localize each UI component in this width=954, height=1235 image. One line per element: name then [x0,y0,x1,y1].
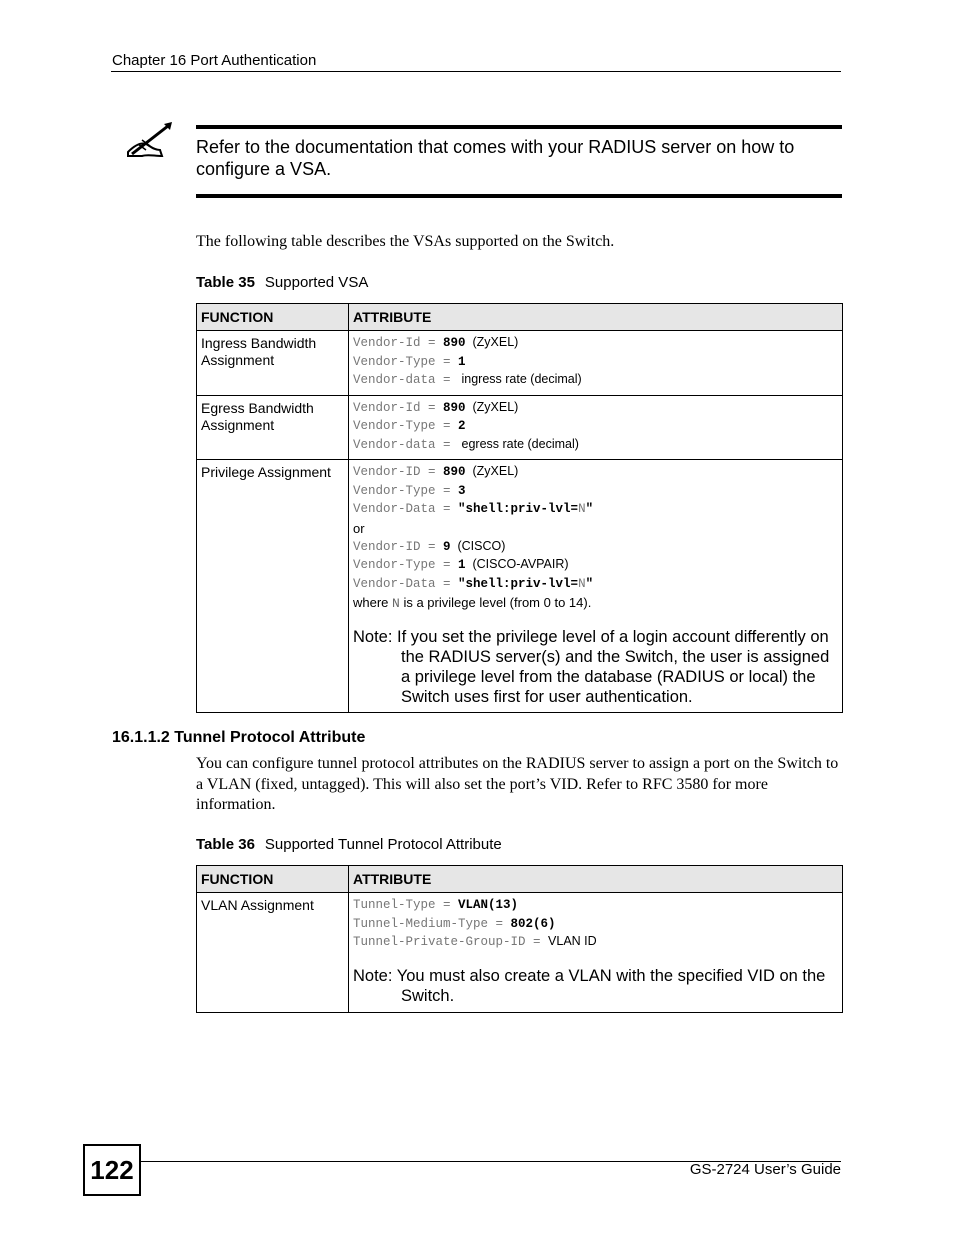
attribute-key: Tunnel-Medium-Type = [353,916,511,931]
header-row [197,304,843,331]
attribute-value: "shell:priv-lvl= [458,576,579,591]
section-paragraph: You can configure tunnel protocol attributes on the RADIUS server to assign a port on the Switch to a VLAN (fixed, untagged). This will also set the port’s VID. Refer to RFC 3580 for more information. [196,755,839,813]
attribute-key: Vendor-Type = [353,483,459,498]
attribute-key: Tunnel-Private-Group-ID = [353,935,549,949]
attribute-value-end: " [585,576,594,591]
attribute-value-end: " [585,502,594,516]
attribute-line [353,500,838,519]
attribute-value: 890 [443,465,466,479]
attribute-key: Vendor-Type = [353,354,459,369]
attribute-line [353,371,838,390]
attribute-comment: (ZyXEL) [465,335,519,349]
header-attribute: ATTRIBUTE [349,304,843,331]
attribute-value: 2 [458,419,466,433]
attribute-line [353,353,838,372]
table36-caption [196,836,502,853]
attribute-value: VLAN(13) [458,898,519,912]
function-cell: VLAN Assignment [197,893,349,1013]
attribute-line [353,915,838,934]
attribute-line [353,436,838,455]
attribute-key: Vendor-ID = [353,539,444,554]
attribute-value: 890 [443,400,466,415]
attribute-comment: (CISCO-AVPAIR) [465,557,569,571]
attribute-cell [349,893,843,1013]
note-text: Refer to the documentation that comes with your RADIUS server on how to configure a VSA. [196,137,795,179]
attribute-line [353,519,838,538]
table-row [197,395,843,460]
attribute-line [353,538,838,557]
chapter-header: Chapter 16 Port Authentication [112,52,317,69]
attribute-line [353,417,838,436]
attribute-line [353,896,838,915]
attribute-value: 802(6) [510,916,556,931]
placeholder-n: N [578,576,586,591]
table-row [197,331,843,396]
function-cell: Egress Bandwidth Assignment [197,395,349,460]
text: or [353,520,365,536]
attribute-value: 890 [443,336,466,350]
function-cell: Ingress Bandwidth Assignment [197,331,349,396]
attribute-key: Tunnel-Type = [353,898,459,912]
header-row [197,866,843,893]
table-row [197,460,843,713]
tunnel-attribute-table [196,865,843,1013]
attribute-value: 1 [458,558,466,572]
attribute-key: Vendor-Data = [353,502,459,516]
attribute-comment: VLAN ID [548,934,597,948]
attribute-key: Vendor-Id = [353,400,444,415]
pen-note-icon [124,120,176,160]
attribute-line [353,399,838,418]
attribute-comment: (ZyXEL) [465,399,519,414]
text: where [353,595,393,610]
table-row [197,893,843,1013]
attribute-comment: egress rate (decimal) [458,436,579,451]
attribute-comment: (CISCO) [450,538,506,553]
placeholder-n: N [578,502,586,516]
intro-paragraph: The following table describes the VSAs supported on the Switch. [196,233,615,250]
note-bottom-rule [196,194,842,198]
attribute-line [353,334,838,353]
header-attribute: ATTRIBUTE [349,866,843,893]
attribute-value: 3 [458,483,466,498]
page-number: 122 [83,1144,141,1196]
attribute-line [353,933,838,952]
header-function: FUNCTION [197,304,349,331]
table35-caption [196,274,368,291]
text: is a privilege level (from 0 to 14). [399,595,592,610]
attribute-line [353,482,838,501]
placeholder-n: N [392,596,400,611]
caption-number: Table 35 [196,274,255,291]
attribute-cell [349,331,843,396]
attribute-line [353,575,838,594]
table-note: Note: If you set the privilege level of a login account differently on the RADIUS server(s) and the Switch, the user is assigned a privilege level from the database (RADIUS or local) the Switch uses first for user authentication. [353,628,830,706]
attribute-cell [349,395,843,460]
attribute-line [353,593,838,613]
section-heading: 16.1.1.2 Tunnel Protocol Attribute [112,729,366,746]
attribute-comment: ingress rate (decimal) [458,372,582,386]
caption-number: Table 36 [196,836,255,853]
attribute-cell [349,460,843,713]
header-function: FUNCTION [197,866,349,893]
attribute-key: Vendor-data = [353,437,459,452]
caption-title: Supported VSA [264,274,369,291]
header-divider [111,71,841,72]
supported-vsa-table [196,303,843,713]
attribute-value: 9 [443,539,451,554]
attribute-key: Vendor-Id = [353,336,444,350]
guide-title: GS-2724 User’s Guide [689,1161,841,1178]
note-top-rule [196,125,842,129]
attribute-line [353,556,838,575]
attribute-key: Vendor-Type = [353,558,459,572]
attribute-key: Vendor-ID = [353,465,444,479]
attribute-value: "shell:priv-lvl= [458,502,579,516]
attribute-key: Vendor-Type = [353,419,459,433]
attribute-line [353,463,838,482]
attribute-value: 1 [458,354,466,369]
attribute-key: Vendor-Data = [353,576,459,591]
attribute-comment: (ZyXEL) [465,464,519,478]
caption-title: Supported Tunnel Protocol Attribute [264,836,502,853]
table-note: Note: You must also create a VLAN with the specified VID on the Switch. [353,966,826,1005]
attribute-key: Vendor-data = [353,373,459,387]
function-cell: Privilege Assignment [197,460,349,713]
